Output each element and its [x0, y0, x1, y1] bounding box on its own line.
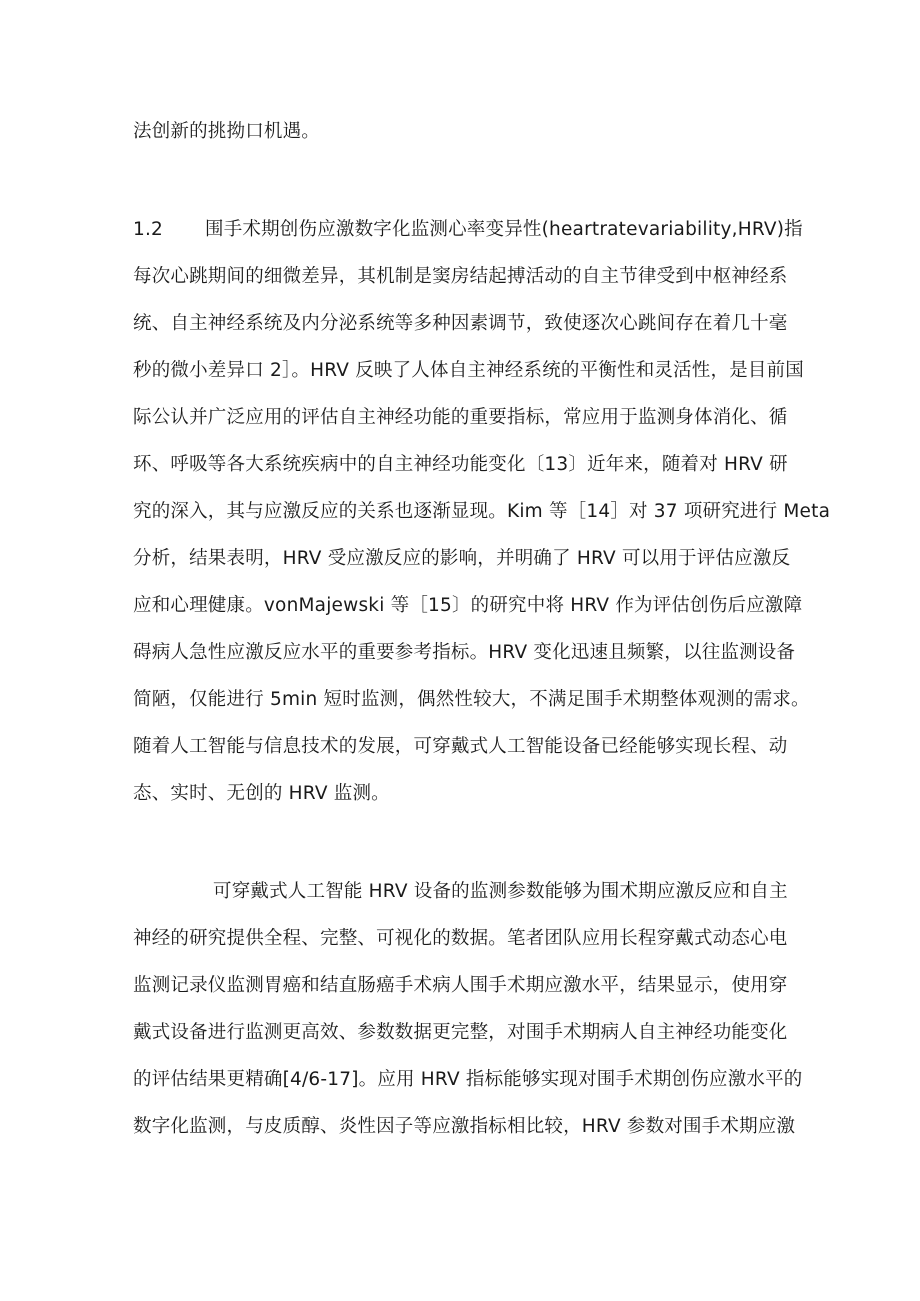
section-text-line: 统、自主神经系统及内分泌系统等多种因素调节，致使逐次心跳间存在着几十毫 [133, 313, 788, 334]
paragraph-line: 数字化监测，与皮质醇、炎性因子等应激指标相比较，HRV 参数对围手术期应激 [133, 1116, 796, 1137]
section-text-line: 秒的微小差异口 2］。HRV 反映了人体自主神经系统的平衡性和灵活性，是目前国 [133, 360, 804, 381]
section-text-line: 碍病人急性应激反应水平的重要参考指标。HRV 变化迅速且频繁，以往监测设备 [133, 642, 796, 663]
section-text-line: 环、呼吸等各大系统疾病中的自主神经功能变化〔13〕近年来，随着对 HRV 研 [133, 454, 788, 475]
section-text-line: 态、实时、无创的 HRV 监测。 [133, 783, 390, 804]
paragraph-line: 的评估结果更精确[4/6-17]。应用 HRV 指标能够实现对围手术期创伤应激水平的 [133, 1069, 803, 1090]
section-number: 1.2 [133, 219, 164, 240]
paragraph-line [133, 880, 788, 904]
section-text-line: 应和心理健康。vonMajewski 等［15〕的研究中将 HRV 作为评估创伤后应激障 [133, 595, 803, 616]
section-text-line: 际公认并广泛应用的评估自主神经功能的重要指标，常应用于监测身体消化、循 [133, 407, 788, 428]
paragraph-line: 神经的研究提供全程、完整、可视化的数据。笔者团队应用长程穿戴式动态心电 [133, 928, 788, 949]
section-text-line: 简陋，仅能进行 5min 短时监测，偶然性较大，不满足围手术期整体观测的需求。 [133, 689, 810, 710]
section-text-line: 围手术期创伤应激数字化监测心率变异性(heartratevariability,HRV)指 [205, 219, 803, 240]
section-heading-line [133, 218, 803, 242]
fragment-line: 法创新的挑拗口机遇。 [133, 121, 321, 142]
paragraph-line: 戴式设备进行监测更高效、参数数据更完整，对围手术期病人自主神经功能变化 [133, 1022, 788, 1043]
section-text-line: 每次心跳期间的细微差异，其机制是窦房结起搏活动的自主节律受到中枢神经系 [133, 266, 788, 287]
section-text-line: 分析，结果表明，HRV 受应激反应的影响，并明确了 HRV 可以用于评估应激反 [133, 548, 791, 569]
paragraph-line: 监测记录仪监测胃癌和结直肠癌手术病人围手术期应激水平，结果显示，使用穿 [133, 975, 788, 996]
section-text-line: 随着人工智能与信息技术的发展，可穿戴式人工智能设备已经能够实现长程、动 [133, 736, 788, 757]
paragraph-text: 可穿戴式人工智能 HRV 设备的监测参数能够为围术期应激反应和自主 [213, 881, 788, 902]
section-text-line: 究的深入，其与应激反应的关系也逐渐显现。Kim 等［14］对 37 项研究进行 Meta [133, 501, 831, 522]
